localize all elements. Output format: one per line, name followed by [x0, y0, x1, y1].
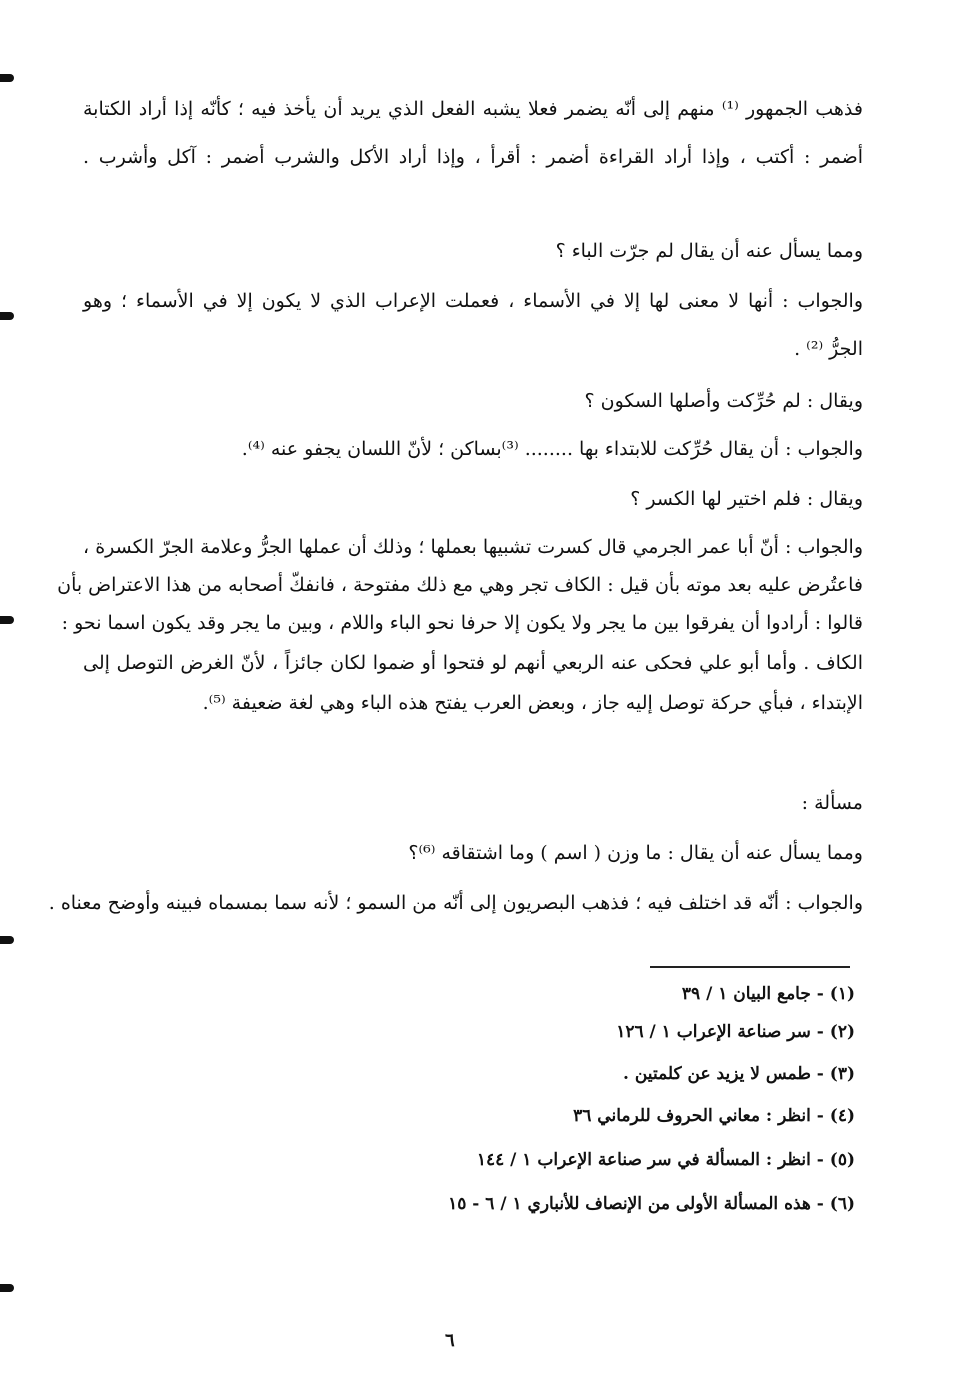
footnote: (٣) - طمس لا يزيد عن كلمتين .	[623, 1064, 855, 1084]
answer-line: الجرُّ ⁽²⁾ .	[794, 338, 863, 360]
question-line: ومما يسأل عنه أن يقال : ما وزن ( اسم ) وما اشتقاقه ⁽⁶⁾؟	[408, 842, 863, 864]
scan-edge-mark	[0, 312, 14, 320]
body-line: فذهب الجمهور ⁽¹⁾ منهم إلى أنّه يضمر فعلا يشبه الفعل الذي يريد أن يأخذ فيه ؛ كأنّه إذا أراد الكتابة	[83, 98, 863, 120]
scan-edge-mark	[0, 616, 14, 624]
answer-line: الإبتداء ، فبأي حركة توصل إليه جاز ، وبعض العرب يفتح هذه الباء وهي لغة ضعيفة ⁽⁵⁾.	[202, 692, 863, 714]
scan-edge-mark	[0, 74, 14, 82]
page-number: ٦	[445, 1330, 455, 1351]
answer-line: والجواب : أن يقال حُرِّكت للابتداء بها ........ ⁽³⁾بساكن ؛ لأنّ اللسان يجفو عنه ⁽⁴⁾.	[241, 438, 863, 460]
question-line: ويقال : لم حُرِّكت وأصلها السكون ؟	[584, 390, 863, 412]
answer-line: والجواب : أنها لا معنى لها إلا في الأسماء ، فعملت الإعراب الذي لا يكون إلا في الأسماء ؛ وهو	[83, 290, 863, 312]
scan-edge-mark	[0, 936, 14, 944]
body-line: أضمر : أكتب ، وإذا أراد القراءة أضمر : أقرأ ، وإذا أراد الأكل والشرب أضمر : آكل وأشرب .	[83, 146, 863, 168]
footnote: (٤) - انظر : معاني الحروف للرماني ٣٦	[573, 1106, 855, 1126]
scan-edge-mark	[0, 1284, 14, 1292]
answer-line: فاعتُرض عليه بعد موته بأن قيل : الكاف تجر وهي مع ذلك مفتوحة ، فانفكّ أصحابه من هذا الاعتراض بأن	[57, 574, 863, 596]
question-line: ويقال : فلم اختير لها الكسر ؟	[630, 488, 863, 510]
footnote-separator	[650, 966, 850, 968]
footnote: (٥) - انظر : المسألة في سر صناعة الإعراب ١ / ١٤٤	[476, 1150, 855, 1170]
footnote: (١) - جامع البيان ١ / ٣٩	[681, 984, 855, 1004]
answer-line: قالوا : أرادوا أن يفرقوا بين ما يجر ولا يكون إلا حرفا نحو الباء واللام ، وبين ما يجر وقد يكون اسما نحو :	[61, 612, 863, 634]
footnote: (٢) - سر صناعة الإعراب ١ / ١٢٦	[616, 1022, 855, 1042]
question-line: ومما يسأل عنه أن يقال لم جرّت الباء ؟	[555, 240, 863, 262]
section-heading: مسألة :	[801, 792, 863, 814]
answer-line: والجواب : أنّ أبا عمر الجرمي قال كسرت تشبيها بعملها ؛ وذلك أن عملها الجرُّ وعلامة الجرّ الكسرة ،	[83, 536, 863, 558]
answer-line: والجواب : أنّه قد اختلف فيه ؛ فذهب البصريون إلى أنّه من السمو ؛ لأنه سما بمسماه فبينه وأوضح معناه .	[48, 892, 863, 914]
answer-line: الكاف . وأما أبو علي فحكى عنه الربعي أنهم لو فتحوا أو ضموا لكان جائزاً ، لأنّ الغرض التوصل إلى	[83, 652, 863, 674]
footnote: (٦) - هذه المسألة الأولى من الإنصاف للأنباري ١ / ٦ - ١٥	[448, 1194, 855, 1214]
